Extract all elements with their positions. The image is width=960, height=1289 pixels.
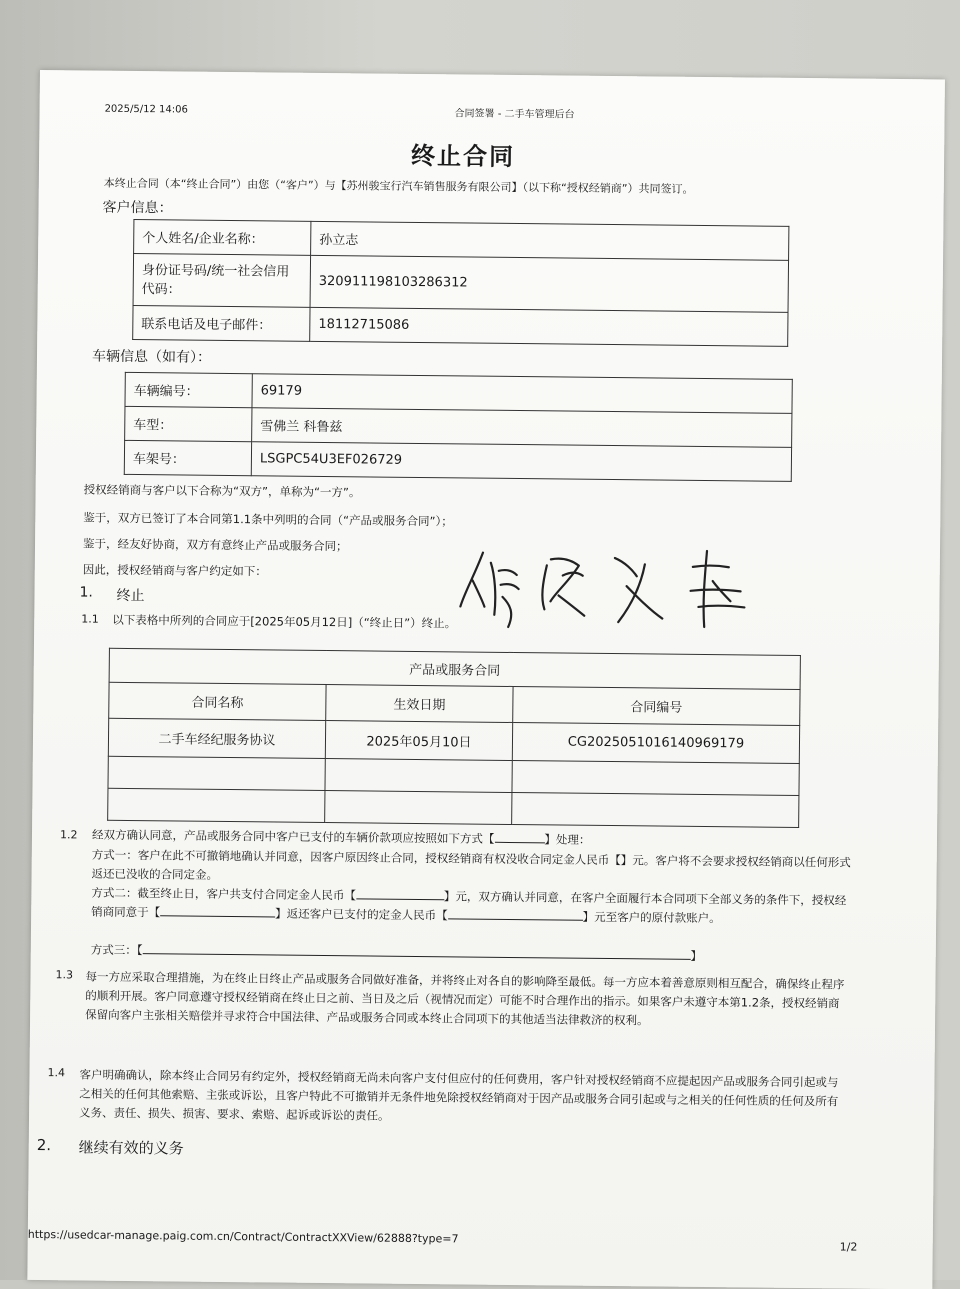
para-therefore: 因此，授权经销商与客户约定如下： <box>82 562 267 579</box>
document-page <box>27 70 945 1289</box>
option-2-text-b: 】元，双方确认并同意，在客户全面履行本合同项下全部义务的条件下，授权经销商同意于【 <box>91 889 847 920</box>
contract-cell-empty <box>512 792 799 827</box>
table-row <box>124 440 791 481</box>
table-row <box>133 253 789 312</box>
contract-cell-empty <box>325 791 512 825</box>
method-blank <box>494 830 544 844</box>
document-title: 终止合同 <box>410 141 516 171</box>
page-number: 1/2 <box>839 1240 858 1254</box>
clause-1-2-number: 1.2 <box>59 828 78 842</box>
clause-1-2-option-2 <box>91 884 851 930</box>
handwritten-signature <box>454 534 775 647</box>
amount-blank <box>356 886 444 900</box>
print-date: 2025/5/12 14:06 <box>104 103 188 116</box>
section-2-title: 继续有效的义务 <box>78 1138 184 1158</box>
customer-label-contact: 联系电话及电子邮件： <box>133 305 310 341</box>
refund-blank <box>448 906 583 920</box>
customer-label-id: 身份证号码/统一社会信用代码： <box>133 253 311 307</box>
table-row <box>133 305 788 346</box>
customer-value-name: 孙立志 <box>311 221 789 260</box>
vehicle-value-model: 雪佛兰 科鲁兹 <box>252 408 792 448</box>
footer-url: https://usedcar-manage.paig.com.cn/Contract/ContractXXView/62888?type=7 <box>27 1227 459 1246</box>
para-whereas-1: 鉴于，双方已签订了本合同第1.1条中列明的合同（“产品或服务合同”）； <box>83 510 453 529</box>
section-2-number: 2. <box>36 1136 52 1155</box>
contract-cell-name: 二手车经纪服务协议 <box>108 718 325 758</box>
contract-header-date: 生效日期 <box>326 685 513 723</box>
vehicle-value-id: 69179 <box>252 374 792 414</box>
contract-header-number: 合同编号 <box>513 686 800 725</box>
vehicle-label-model: 车型： <box>125 406 252 441</box>
date-blank <box>160 903 275 917</box>
table-row <box>108 788 799 827</box>
intro-paragraph: 本终止合同（本“终止合同”）由您（“客户”）与【苏州骏宝行汽车销售服务有限公司】（以下称“授权经销商”）共同签订。 <box>103 176 694 196</box>
contract-header-name: 合同名称 <box>109 682 326 720</box>
clause-1-2-lead-text: 经双方确认同意，产品或服务合同中客户已支付的车辆价款项应按照如下方式【 <box>91 827 495 846</box>
option-2-text-d: 】元至客户的原付款账户。 <box>582 909 721 926</box>
customer-info-heading: 客户信息： <box>102 199 173 217</box>
option-2-text-c: 】返还客户已支付的定金人民币【 <box>275 906 448 923</box>
vehicle-value-vin: LSGPC54U3EF026729 <box>251 442 791 482</box>
vehicle-info-heading: 车辆信息（如有）： <box>91 348 212 366</box>
contract-cell-empty <box>108 788 325 822</box>
vehicle-label-id: 车辆编号： <box>125 372 252 407</box>
option-2-text-a: 方式二：截至终止日，客户共支付合同定金人民币【 <box>91 885 356 903</box>
para-whereas-2: 鉴于，经友好协商，双方有意终止产品或服务合同； <box>82 536 348 554</box>
customer-label-name: 个人姓名/企业名称： <box>134 219 311 255</box>
clause-1-3-text: 每一方应采取合理措施，为在终止日终止产品或服务合同做好准备，并将终止对各自的影响降至最低。每一方应本着善意原则相互配合，确保终止程序的顺利开展。客户同意遵守授权经销商在终止日之前、当日及之后（视情况而定）可能不时合理作出的指示。如果客户未遵守本第1.2条，授权经销商保留向客户主张相关赔偿并寻求符合中国法律、产品或服务合同或本终止合同项下的其他适当法律救济的权利。 <box>85 969 845 1028</box>
clause-1-1-text: 以下表格中所列的合同应于[2025年05月12日]（“终止日”）终止。 <box>112 612 457 631</box>
print-page-title: 合同签署 - 二手车管理后台 <box>454 108 575 121</box>
contract-table-caption: 产品或服务合同 <box>109 648 800 689</box>
option-3-text: 方式三：【 <box>90 942 143 958</box>
contract-table <box>107 648 801 828</box>
customer-value-contact: 18112715086 <box>310 307 788 346</box>
section-1-number: 1. <box>79 584 93 601</box>
section-1-title: 终止 <box>116 587 145 605</box>
clause-1-1-number: 1.1 <box>81 612 99 626</box>
customer-info-table <box>132 219 789 347</box>
contract-cell-empty <box>325 759 512 793</box>
contract-cell-empty <box>512 760 799 795</box>
vehicle-info-table <box>124 372 793 482</box>
clause-1-4-text: 客户明确确认，除本终止合同另有约定外，授权经销商无尚未向客户支付但应付的任何费用，客户针对授权经销商不应提起因产品或服务合同引起或与之相关的任何其他索赔、主张或诉讼，且客户特此不可撤销并无条件地免除授权经销商对于因产品或服务合同引起或与之相关的任何性质的任何及所有义务、责任、损失、损害、要求、索赔、起诉或诉讼的责任。 <box>79 1067 839 1123</box>
para-parties: 授权经销商与客户以下合称为“双方”，单称为“一方”。 <box>83 482 361 500</box>
clause-1-3-number: 1.3 <box>55 968 74 982</box>
clause-1-2-lead-end: 】处理： <box>544 832 591 847</box>
clause-1-2-option-3 <box>91 941 851 968</box>
option-3-blank <box>142 941 690 960</box>
contract-cell-empty <box>108 756 325 790</box>
customer-value-id: 320911198103286312 <box>310 255 789 312</box>
clause-1-4-number: 1.4 <box>47 1066 66 1080</box>
contract-cell-date: 2025年05月10日 <box>325 721 512 761</box>
vehicle-label-vin: 车架号： <box>124 440 251 475</box>
contract-cell-number: CG2025051016140969179 <box>512 722 799 763</box>
clause-1-2-option-1: 方式一：客户在此不可撤销地确认并同意，因客户原因终止合同，授权经销商有权没收合同定金人民币【】元。客户将不会要求授权经销商以任何形式返还已没收的合同定金。 <box>91 847 851 882</box>
option-3-end: 】 <box>690 948 703 963</box>
